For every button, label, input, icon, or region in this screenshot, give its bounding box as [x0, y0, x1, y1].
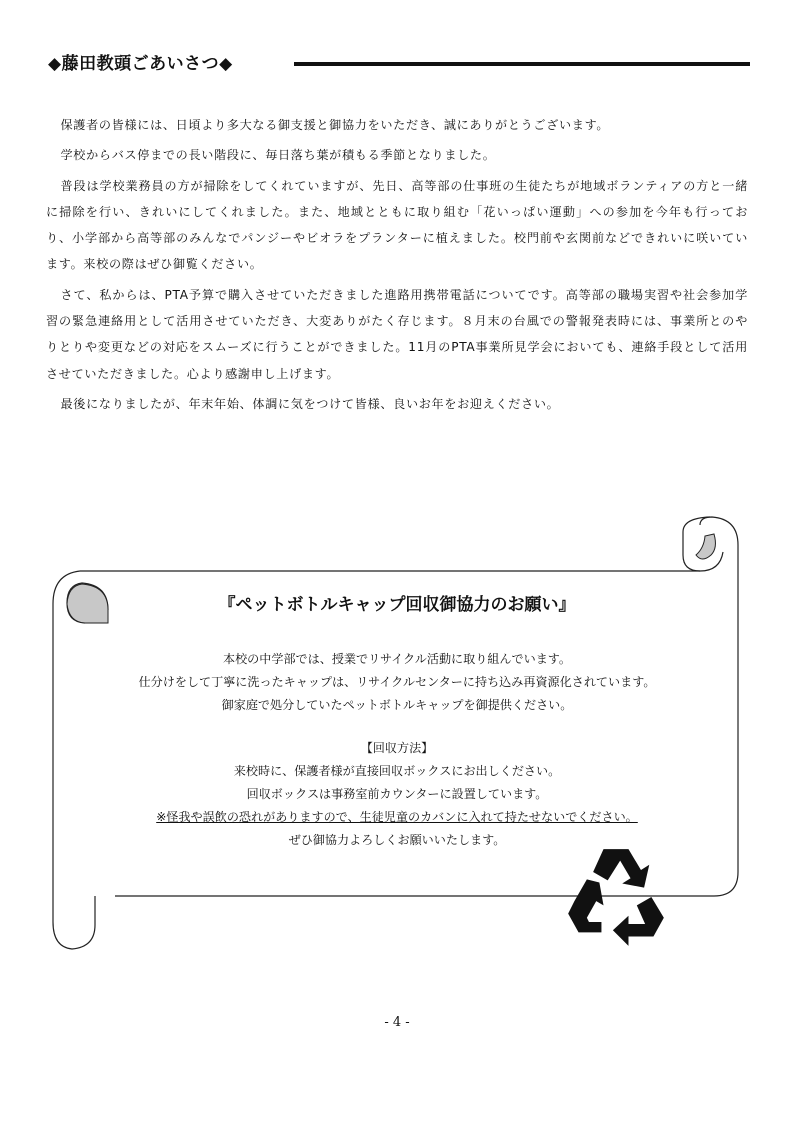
notice-body — [100, 648, 694, 852]
notice-line: 仕分けをして丁寧に洗ったキャップは、リサイクルセンターに持ち込み再資源化されています。 — [138, 675, 656, 689]
scroll-left-edge — [53, 571, 95, 949]
letter-paragraph: 最後になりましたが、年末年始、体調に気をつけて皆様、良いお年をお迎えください。 — [60, 396, 560, 411]
method-heading: 【回収方法】 — [360, 741, 434, 755]
letter-paragraph: 保護者の皆様には、日頃より多大なる御支援と御協力をいただき、誠にありがとうございます。 — [60, 118, 610, 132]
notice-title: 『ペットボトルキャップ回収御協力のお願い』 — [218, 595, 576, 615]
letter-paragraph: 普段は学校業務員の方が掃除をしてくれていますが、先日、高等部の仕事班の生徒たちが地域ボランティアの方と一緒に掃除を行い、きれいにしてくれました。また、地域とともに取り組む「花いっぱい運動」への参加を今年も行っており、小学部から高等部のみんなでパンジーやビオラをプランターに植えました。校門前や玄関前などできれいに咲いています。来校の際はぜひ御覧ください。 — [46, 178, 748, 272]
notice-line: 本校の中学部では、授業でリサイクル活動に取り組んでいます。 — [222, 652, 572, 666]
page-title: ◆藤田教頭ごあいさつ◆ — [48, 54, 233, 74]
notice-line: 回収ボックスは事務室前カウンターに設置しています。 — [246, 787, 548, 801]
notice-line: 御家庭で処分していたペットボトルキャップを御提供ください。 — [221, 698, 573, 712]
closing-line: ぜひ御協力よろしくお願いいたします。 — [288, 833, 506, 847]
notice-box — [100, 590, 694, 852]
page-number: - 4 - — [384, 1015, 410, 1030]
scroll-curl-shade — [696, 534, 715, 559]
letter-paragraph: さて、私からは、PTA予算で購入させていただきました進路用携帯電話についてです。高等部の職場実習や社会参加学習の緊急連絡用として活用させていただき、大変ありがたく存じます。８月末の台風での警報発表時には、事業所とのやりとりや変更などの対応をスムーズに行うことができました。11月のPTA事業所見学会においても、連絡手段として活用させていただきました。心より感謝申し上げます。 — [46, 287, 748, 381]
letter-paragraph: 学校からバス停までの長い階段に、毎日落ち葉が積もる季節となりました。 — [60, 148, 496, 163]
recycle-icon — [562, 845, 670, 949]
warning-line: ※怪我や誤飲の恐れがありますので、生徒児童のカバンに入れて持たせないでください。 — [156, 810, 638, 824]
notice-line: 来校時に、保護者様が直接回収ボックスにお出しください。 — [233, 764, 561, 778]
